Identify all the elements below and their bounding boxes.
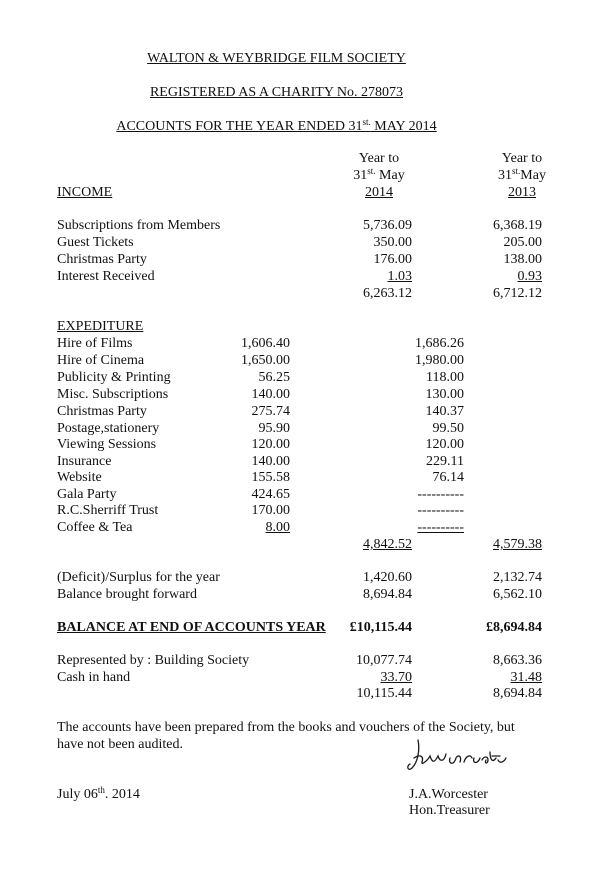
col-2014-line1: Year to bbox=[358, 151, 400, 166]
surplus-2014: 1,420.60 bbox=[363, 570, 412, 585]
represented-total-2014: 10,115.44 bbox=[356, 686, 412, 701]
income-2014: 176.00 bbox=[373, 252, 412, 267]
expense-2014: 8.00 bbox=[265, 520, 290, 535]
expense-2013: 130.00 bbox=[425, 387, 464, 402]
income-2013: 205.00 bbox=[503, 235, 542, 250]
expense-label: Christmas Party bbox=[57, 404, 147, 419]
represented-2013: 8,663.36 bbox=[493, 653, 542, 668]
surplus-2013: 2,132.74 bbox=[493, 570, 542, 585]
brought-forward-2013: 6,562.10 bbox=[493, 587, 542, 602]
represented-label: Represented by : Building Society bbox=[57, 653, 250, 668]
cash-2013: 31.48 bbox=[510, 670, 542, 685]
expense-2013: 229.11 bbox=[426, 454, 464, 469]
expense-2013: 99.50 bbox=[432, 421, 464, 436]
treasurer-role: Hon.Treasurer bbox=[409, 803, 490, 818]
expense-label: Hire of Films bbox=[57, 336, 133, 351]
expense-label: Hire of Cinema bbox=[57, 353, 145, 368]
expense-label: Coffee & Tea bbox=[57, 520, 133, 535]
cash-2014: 33.70 bbox=[380, 670, 412, 685]
expense-2013: 1,980.00 bbox=[415, 353, 464, 368]
income-total-2014: 6,263.12 bbox=[363, 286, 412, 301]
represented-total-2013: 8,694.84 bbox=[493, 686, 542, 701]
income-total-2013: 6,712.12 bbox=[493, 286, 542, 301]
balance-2013: £8,694.84 bbox=[486, 620, 542, 635]
expense-2013: ---------- bbox=[417, 520, 464, 535]
income-label: Christmas Party bbox=[57, 252, 147, 267]
expense-2014: 1,606.40 bbox=[241, 336, 290, 351]
income-2014: 1.03 bbox=[387, 269, 412, 284]
surplus-label: (Deficit)/Surplus for the year bbox=[57, 570, 220, 585]
income-heading: INCOME bbox=[57, 185, 113, 200]
balance-2014: £10,115.44 bbox=[349, 620, 412, 635]
treasurer-name: J.A.Worcester bbox=[409, 787, 488, 802]
expense-label: Website bbox=[57, 470, 102, 485]
brought-forward-label: Balance brought forward bbox=[57, 587, 197, 602]
balance-label: BALANCE AT END OF ACCOUNTS YEAR bbox=[57, 620, 326, 635]
expense-2013: 1,686.26 bbox=[415, 336, 464, 351]
expense-label: Viewing Sessions bbox=[57, 437, 157, 452]
income-2013: 6,368.19 bbox=[493, 218, 542, 233]
expense-2014: 140.00 bbox=[251, 454, 290, 469]
expense-label: Publicity & Printing bbox=[57, 370, 171, 385]
expense-2014: 120.00 bbox=[251, 437, 290, 452]
date: July 06th. 2014 bbox=[57, 785, 140, 802]
expense-label: Misc. Subscriptions bbox=[57, 387, 169, 402]
income-label: Subscriptions from Members bbox=[57, 218, 221, 233]
expense-2013: 140.37 bbox=[425, 404, 464, 419]
audit-note-line2: have not been audited. bbox=[57, 737, 183, 752]
income-label: Interest Received bbox=[57, 269, 155, 284]
income-2014: 5,736.09 bbox=[363, 218, 412, 233]
represented-2014: 10,077.74 bbox=[356, 653, 412, 668]
expense-label: Gala Party bbox=[57, 487, 117, 502]
expense-2014: 275.74 bbox=[251, 404, 290, 419]
expense-2013: 76.14 bbox=[432, 470, 464, 485]
col-2014-year: 2014 bbox=[365, 185, 393, 200]
expense-2014: 424.65 bbox=[251, 487, 290, 502]
org-title: WALTON & WEYBRIDGE FILM SOCIETY bbox=[147, 51, 406, 66]
col-2014-line2: $31^{st.}$ May bbox=[353, 166, 405, 183]
expense-label: Postage,stationery bbox=[57, 421, 160, 436]
expense-2014: 56.25 bbox=[258, 370, 290, 385]
col-2013-year: 2013 bbox=[508, 185, 536, 200]
expenditure-total-2013: 4,579.38 bbox=[493, 537, 542, 552]
income-2013: 0.93 bbox=[517, 269, 542, 284]
expense-2013: 118.00 bbox=[426, 370, 464, 385]
charity-line: REGISTERED AS A CHARITY No. 278073 bbox=[149, 85, 404, 100]
expense-2013: ---------- bbox=[417, 487, 464, 502]
income-2014: 350.00 bbox=[373, 235, 412, 250]
expenditure-total-2014: 4,842.52 bbox=[363, 537, 412, 552]
accounts-title: ACCOUNTS FOR THE YEAR ENDED $31^{st.}$ MAY 2014 bbox=[116, 117, 437, 134]
expense-label: R.C.Sherriff Trust bbox=[57, 503, 159, 518]
brought-forward-2014: 8,694.84 bbox=[363, 587, 412, 602]
expense-2014: 140.00 bbox=[251, 387, 290, 402]
expense-2014: 170.00 bbox=[251, 503, 290, 518]
cash-label: Cash in hand bbox=[57, 670, 131, 685]
col-2013-line2: $31^{st.}May$ bbox=[498, 166, 546, 183]
col-2013-line1: Year to bbox=[501, 151, 543, 166]
expense-2013: 120.00 bbox=[425, 437, 464, 452]
income-label: Guest Tickets bbox=[57, 235, 134, 250]
expense-2013: ---------- bbox=[417, 503, 464, 518]
income-2013: 138.00 bbox=[503, 252, 542, 267]
audit-note-line1: The accounts have been prepared from the books and vouchers of the Society, but bbox=[57, 720, 515, 735]
signature bbox=[404, 736, 510, 778]
expense-2014: 95.90 bbox=[258, 421, 290, 436]
expense-label: Insurance bbox=[57, 454, 112, 469]
expense-2014: 1,650.00 bbox=[241, 353, 290, 368]
expenditure-heading: EXPEDITURE bbox=[57, 319, 144, 334]
expense-2014: 155.58 bbox=[251, 470, 290, 485]
